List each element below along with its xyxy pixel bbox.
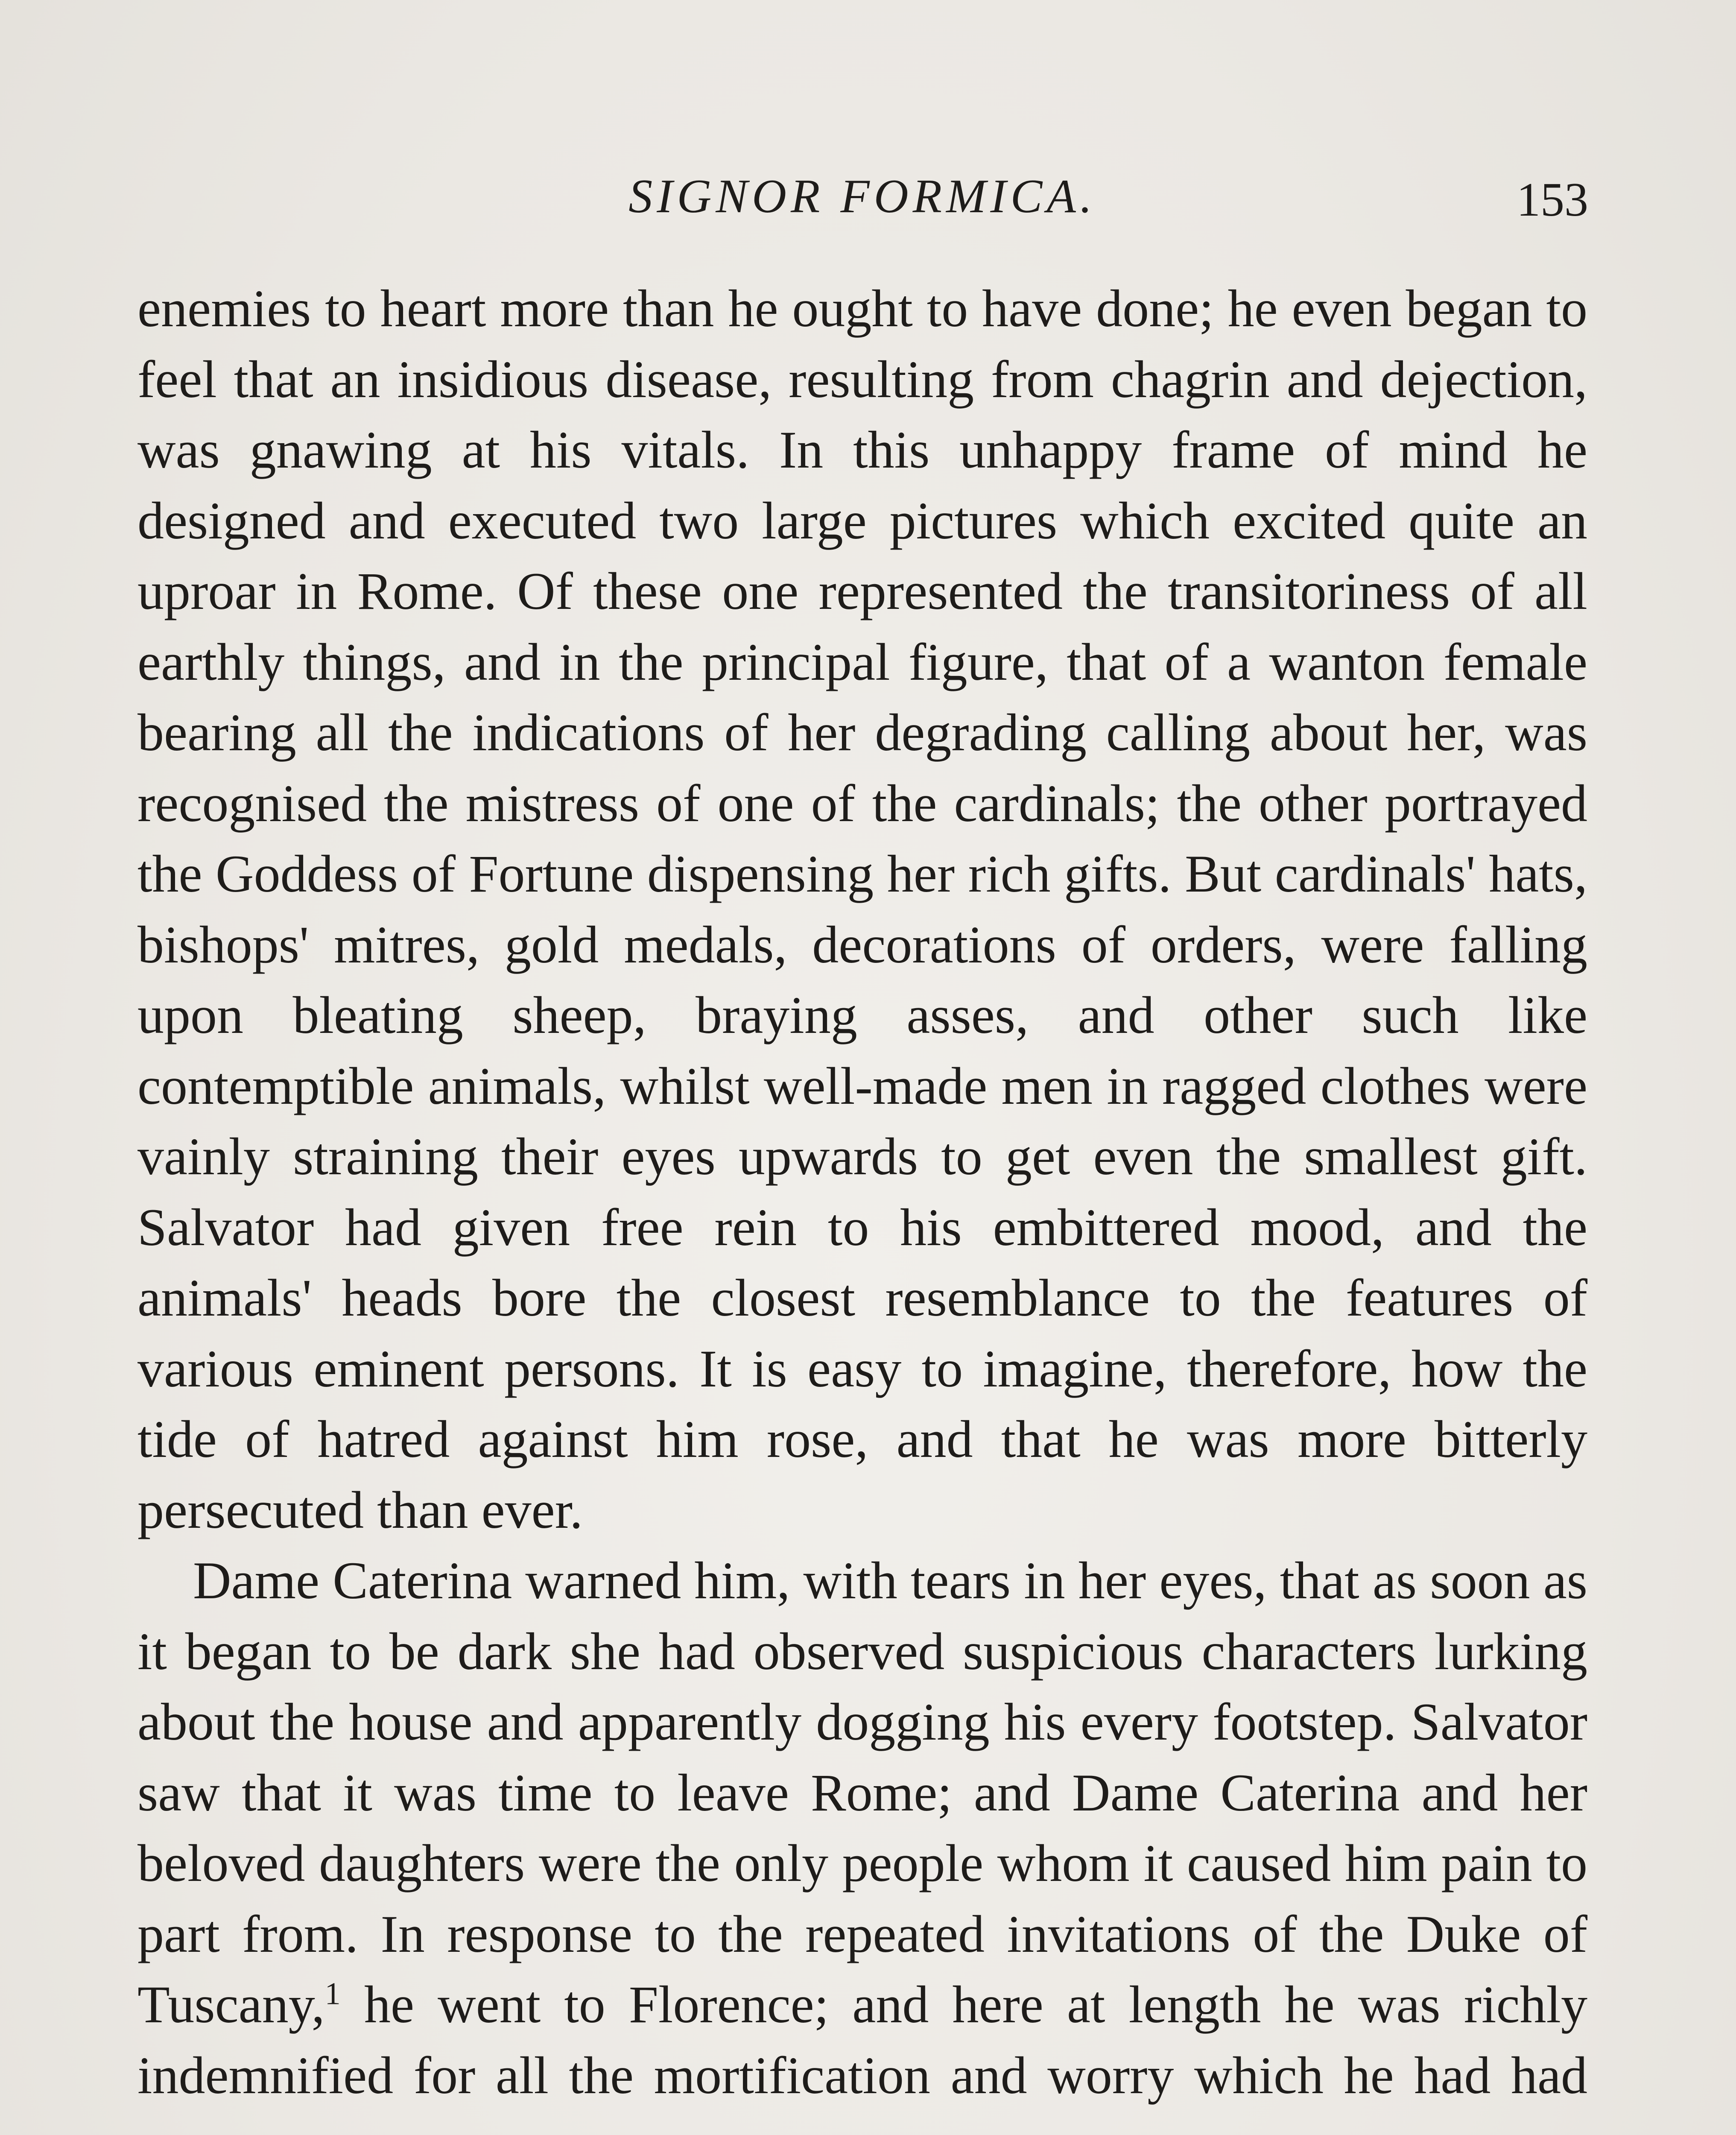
page-number: 153	[1517, 173, 1588, 226]
paragraph-1: enemies to heart more than he ought to have done; he even began to feel that an insidious disease, resulting from chagrin and dejection, was gnawing at his vitals. In this unhappy frame of mind he designed and executed two large pictures which excited quite an uproar in Rome. Of these one represented the transitoriness of all earthly things, and in the principal figure, that of a wanton female bearing all the indications of her degrading calling about her, was recognised the mistress of one of the cardinals; the other portrayed the Goddess of Fortune dispensing her rich gifts. But cardinals' hats, bishops' mitres, gold medals, decorations of orders, were falling upon bleating sheep, braying asses, and other such like contemptible animals, whilst well-made men in ragged clothes were vainly straining their eyes upwards to get even the smallest gift. Salvator had given free rein to his embittered mood, and the animals' heads bore the closest resemblance to the features of various eminent persons. It is easy to imagine, therefore, how the tide of hatred against him rose, and that he was more bitterly persecuted than ever.	[137, 279, 1587, 1539]
running-head	[137, 162, 1588, 231]
footnote-reference: 1	[324, 1976, 341, 2012]
running-title: SIGNOR FORMICA.	[628, 170, 1096, 223]
paragraph-2	[137, 1545, 1587, 2111]
body-text	[137, 273, 1587, 2111]
paragraph-2-start: Dame Caterina warned him, with tears in her eyes, that as soon as it began to be dark she had observed suspicious characters lurking about the house and apparently dogging his every footstep. Salvator saw that it was time to leave Rome; and Dame Caterina and her beloved daughters were the only people whom it caused him pain to part from. In response to the repeated invitations of the Duke of Tuscany,	[137, 1551, 1587, 2034]
paragraph-2-end: he went to Florence; and here at length he was richly indemnified for all the mortification and worry which he had had	[137, 1975, 1587, 2105]
